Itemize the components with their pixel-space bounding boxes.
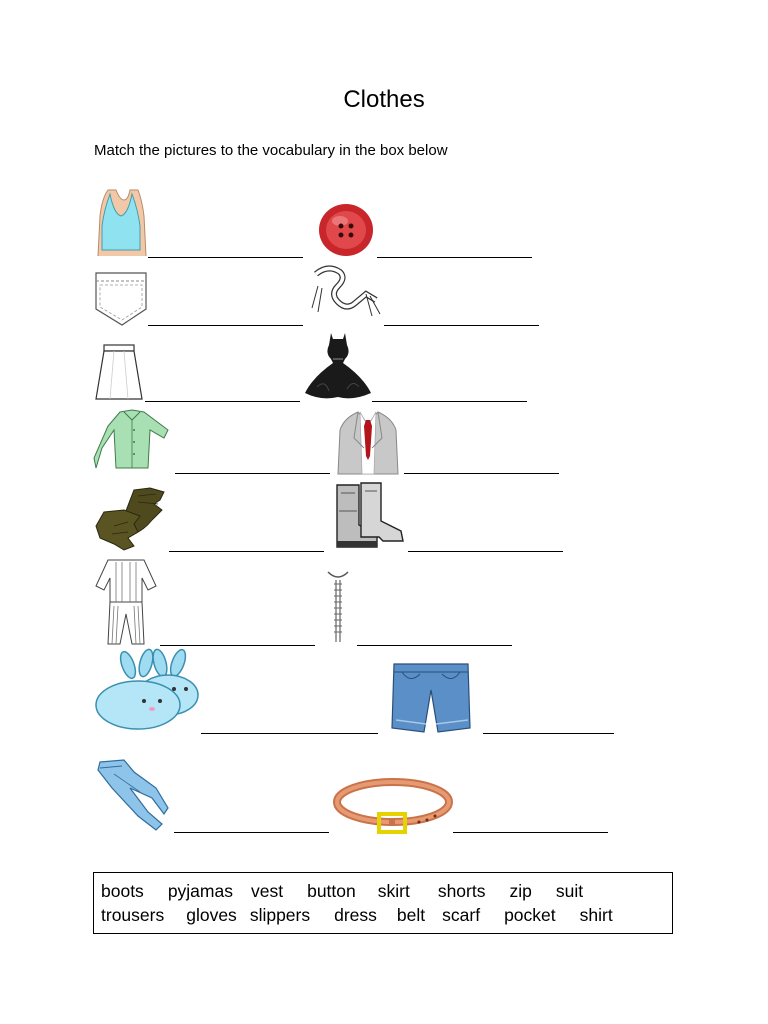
word-suit: suit — [555, 881, 584, 901]
scarf-icon — [308, 264, 382, 322]
vocabulary-box — [93, 872, 673, 934]
word-trousers: trousers — [101, 905, 165, 925]
button-icon — [318, 203, 374, 257]
answer-line[interactable] — [160, 645, 315, 646]
shirt-icon — [94, 408, 172, 472]
answer-line[interactable] — [174, 832, 329, 833]
answer-line[interactable] — [377, 257, 532, 258]
dress-icon — [303, 331, 373, 401]
slippers-icon — [94, 651, 200, 731]
answer-line[interactable] — [148, 325, 303, 326]
answer-line[interactable] — [408, 551, 563, 552]
skirt-icon — [94, 343, 144, 401]
suit-icon — [334, 408, 402, 474]
page-title: Clothes — [343, 86, 425, 113]
word-dress: dress — [334, 905, 377, 925]
pocket-icon — [94, 271, 148, 327]
word-boots: boots — [101, 881, 144, 901]
word-shorts: shorts — [437, 881, 486, 901]
trousers-icon — [94, 758, 172, 832]
vocabulary-row — [101, 905, 613, 926]
boots-icon — [333, 481, 407, 551]
answer-line[interactable] — [384, 325, 539, 326]
pyjamas-icon — [94, 558, 158, 646]
word-gloves: gloves — [186, 905, 237, 925]
answer-line[interactable] — [145, 401, 300, 402]
word-zip: zip — [509, 881, 532, 901]
vest-icon — [94, 186, 148, 258]
vocabulary-row — [101, 881, 583, 902]
word-belt: belt — [396, 905, 426, 925]
answer-line[interactable] — [372, 401, 527, 402]
answer-line[interactable] — [453, 832, 608, 833]
word-scarf: scarf — [442, 905, 481, 925]
word-slippers: slippers — [249, 905, 311, 925]
instructions: Match the pictures to the vocabulary in the box below — [94, 142, 448, 159]
answer-line[interactable] — [357, 645, 512, 646]
answer-line[interactable] — [201, 733, 378, 734]
answer-line[interactable] — [404, 473, 559, 474]
zip-icon — [326, 570, 350, 644]
word-vest: vest — [250, 881, 284, 901]
word-pyjamas: pyjamas — [167, 881, 233, 901]
word-skirt: skirt — [377, 881, 410, 901]
word-pocket: pocket — [504, 905, 556, 925]
gloves-icon — [94, 486, 168, 552]
shorts-icon — [390, 660, 472, 734]
answer-line[interactable] — [148, 257, 303, 258]
word-shirt: shirt — [579, 905, 613, 925]
answer-line[interactable] — [169, 551, 324, 552]
answer-line[interactable] — [483, 733, 614, 734]
answer-line[interactable] — [175, 473, 330, 474]
belt-icon — [333, 778, 453, 834]
word-button: button — [307, 881, 356, 901]
